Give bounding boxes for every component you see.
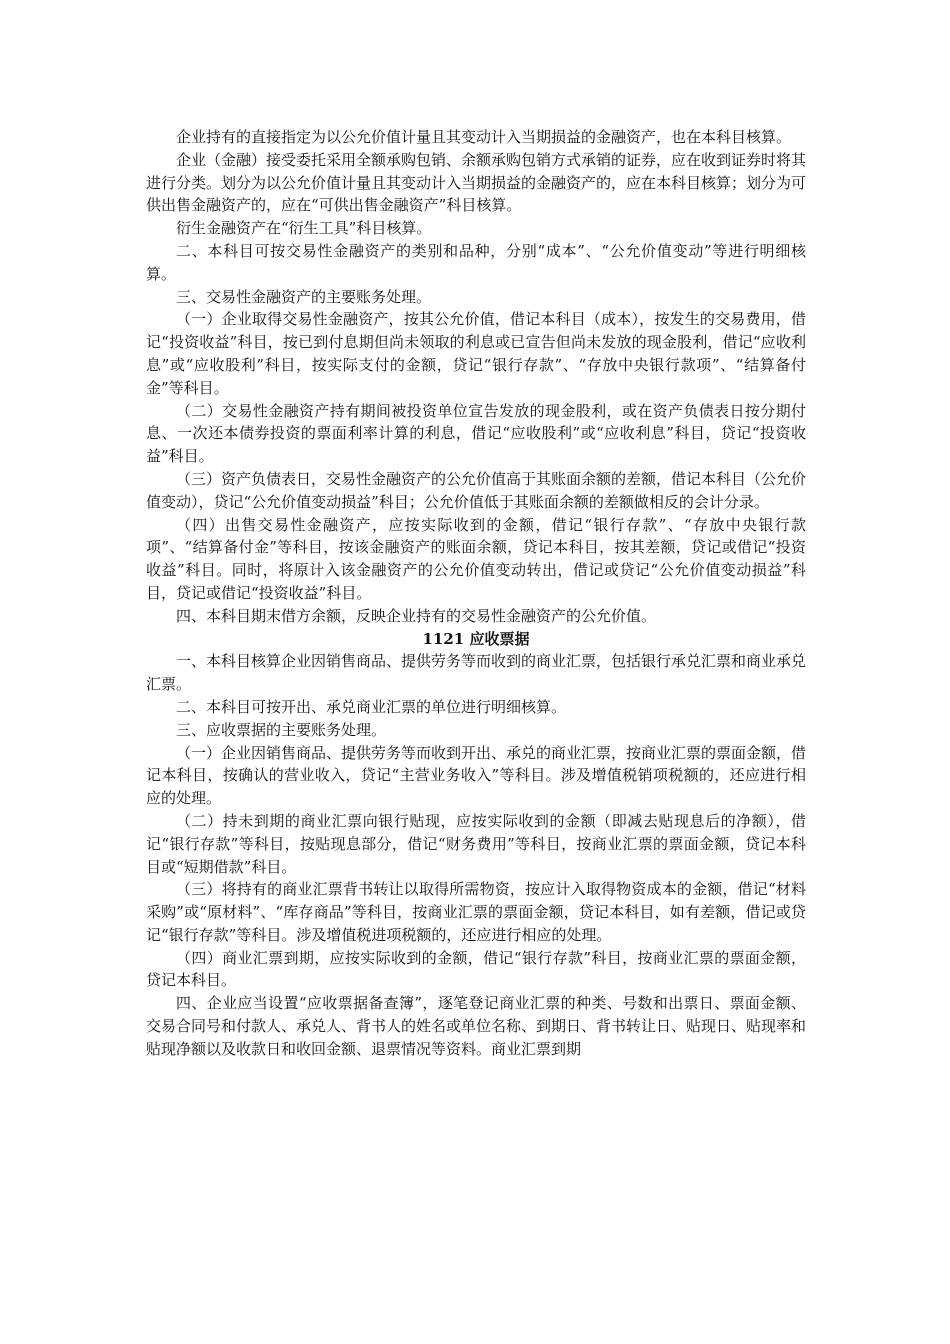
paragraph: （三）资产负债表日，交易性金融资产的公允价值高于其账面余额的差额，借记本科目（公允价值变动），贷记“公允价值变动损益”科目；公允价值低于其账面余额的差额做相反的会计分录。 <box>146 469 807 511</box>
paragraph: （四）商业汇票到期，应按实际收到的金额，借记“银行存款”科目，按商业汇票的票面金额，贷记本科目。 <box>146 948 806 990</box>
paragraph: 企业（金融）接受委托采用全额承购包销、余额承购包销方式承销的证券，应在收到证券时将其进行分类。划分为以公允价值计量且其变动计入当期损益的金融资产的，应在本科目核算；划分为可供出售金融资产的，应在“可供出售金融资产”科目核算。 <box>146 150 807 215</box>
paragraph: （二）交易性金融资产持有期间被投资单位宣告发放的现金股利，或在资产负债表日按分期付息、一次还本债券投资的票面利率计算的利息，借记“应收股利”或“应收利息”科目，贷记“投资收益”科目。 <box>146 401 806 466</box>
paragraph: （三）将持有的商业汇票背书转让以取得所需物资，按应计入取得物资成本的金额，借记“材料采购”或“原材料”、“库存商品”等科目，按商业汇票的票面金额，贷记本科目，如有差额，借记或贷记“银行存款”等科目。涉及增值税进项税额的，还应进行相应的处理。 <box>146 880 806 944</box>
paragraph: 一、本科目核算企业因销售商品、提供劳务等而收到的商业汇票，包括银行承兑汇票和商业承兑汇票。 <box>146 652 807 694</box>
paragraph: 三、交易性金融资产的主要账务处理。 <box>176 287 432 306</box>
paragraph: 二、本科目可按交易性金融资产的类别和品种，分别“成本”、“公允价值变动”等进行明细核算。 <box>146 241 806 283</box>
paragraph: （一）企业因销售商品、提供劳务等而收到开出、承兑的商业汇票，按商业汇票的票面金额，借记本科目，按确认的营业收入，贷记“主营业务收入”等科目。涉及增值税销项税额的，还应进行相应的处理。 <box>146 743 807 808</box>
section-heading: 1121 应收票据 <box>422 629 530 648</box>
paragraph: （一）企业取得交易性金融资产，按其公允价值，借记本科目（成本），按发生的交易费用，借记“投资收益”科目，按已到付息期但尚未领取的利息或已宣告但尚未发放的现金股利，借记“应收利息”或“应收股利”科目，按实际支付的金额，贷记“银行存款”、“存放中央银行款项”、“结算备付金”等科目。 <box>146 310 806 397</box>
paragraph: 二、本科目可按开出、承兑商业汇票的单位进行明细核算。 <box>176 697 567 716</box>
paragraph: 四、本科目期末借方余额，反映企业持有的交易性金融资产的公允价值。 <box>176 606 657 625</box>
paragraph: （二）持未到期的商业汇票向银行贴现，应按实际收到的金额（即减去贴现息后的净额），借记“银行存款”等科目，按贴现息部分，借记“财务费用”等科目，按商业汇票的票面金额，贷记本科目或“短期借款”科目。 <box>146 811 806 876</box>
paragraph: 三、应收票据的主要账务处理。 <box>176 720 387 739</box>
document-page <box>146 126 806 1061</box>
paragraph: 衍生金融资产在“衍生工具”科目核算。 <box>176 219 432 238</box>
paragraph: 企业持有的直接指定为以公允价值计量且其变动计入当期损益的金融资产，也在本科目核算。 <box>176 128 792 146</box>
paragraph: 四、企业应当设置“应收票据备查簿”，逐笔登记商业汇票的种类、号数和出票日、票面金额、交易合同号和付款人、承兑人、背书人的姓名或单位名称、到期日、背书转让日、贴现日、贴现率和贴现净额以及收款日和收回金额、退票情况等资料。商业汇票到期 <box>146 994 807 1058</box>
paragraph: （四）出售交易性金融资产，应按实际收到的金额，借记“银行存款”、“存放中央银行款项”、“结算备付金”等科目，按该金融资产的账面余额，贷记本科目，按其差额，贷记或借记“投资收益”科目。同时，将原计入该金融资产的公允价值变动转出，借记或贷记“公允价值变动损益”科目，贷记或借记“投资收益”科目。 <box>146 515 806 602</box>
